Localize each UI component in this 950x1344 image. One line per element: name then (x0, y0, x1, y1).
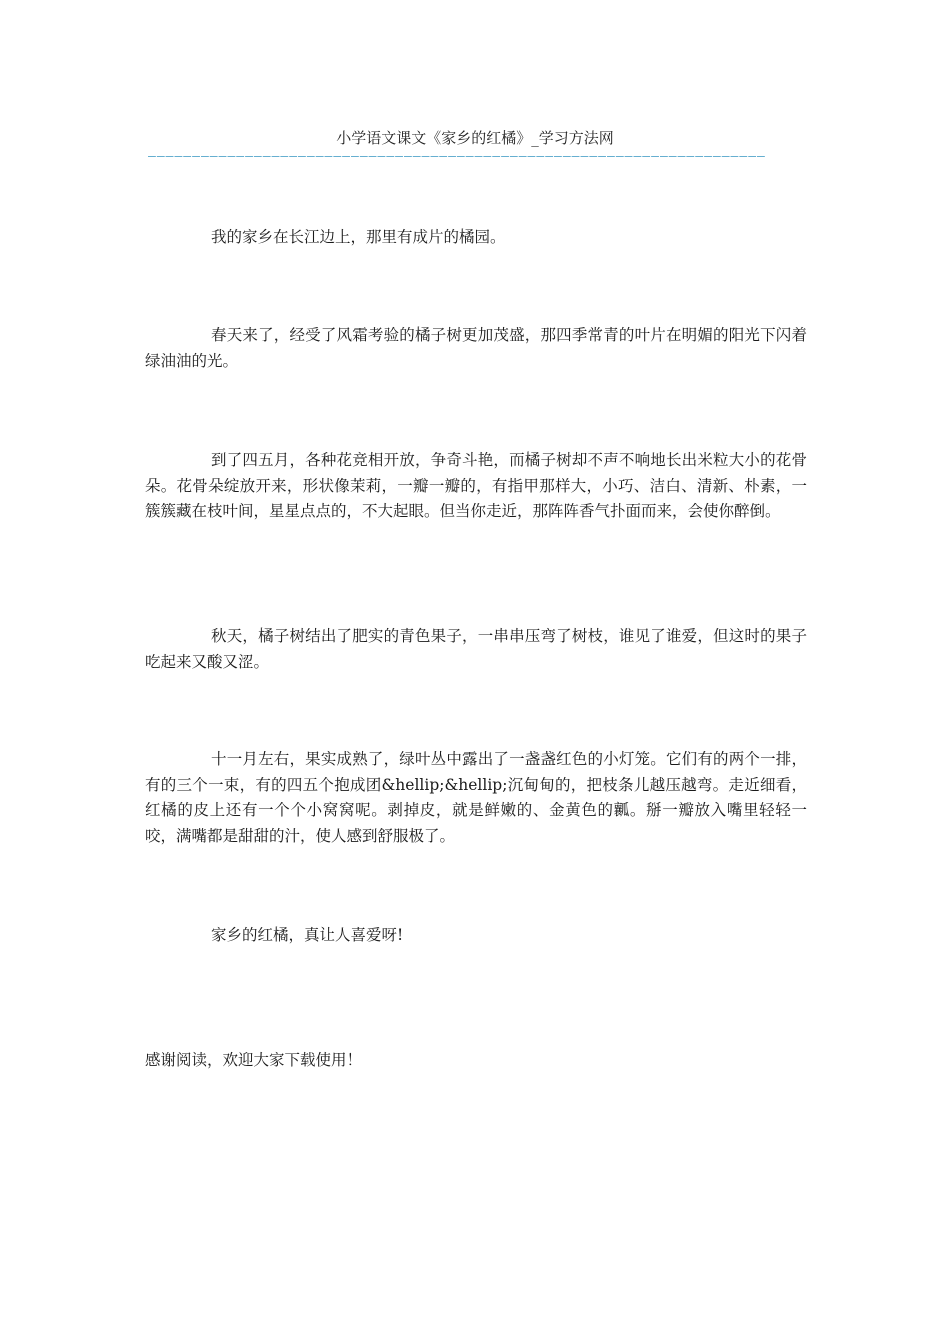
paragraph-2: 春天来了，经受了风霜考验的橘子树更加茂盛，那四季常青的叶片在明媚的阳光下闪着绿油油的光。 (145, 326, 807, 370)
title-divider: —————————————————————————————————————————————————————————————————————— (148, 150, 766, 164)
document-title: 小学语文课文《家乡的红橘》_学习方法网 (336, 129, 614, 147)
closing-note: 感谢阅读，欢迎大家下载使用！ (145, 1051, 363, 1069)
paragraph-5: 十一月左右，果实成熟了，绿叶丛中露出了一盏盏红色的小灯笼。它们有的两个一排，有的三个一束，有的四五个抱成团&hellip;&hellip;沉甸甸的，把枝条儿越压越弯。走近细看，红橘的皮上还有一个个小窝窝呢。剥掉皮，就是鲜嫩的、金黄色的瓤。掰一瓣放入嘴里轻轻一咬，满嘴都是甜甜的汁，使人感到舒服极了。 (145, 750, 807, 845)
paragraph-3: 到了四五月，各种花竞相开放，争奇斗艳，而橘子树却不声不响地长出米粒大小的花骨朵。花骨朵绽放开来，形状像茉莉，一瓣一瓣的，有指甲那样大，小巧、洁白、清新、朴素，一簇簇藏在枝叶间，星星点点的，不大起眼。但当你走近，那阵阵香气扑面而来，会使你醉倒。 (145, 451, 807, 520)
paragraph-6: 家乡的红橘，真让人喜爱呀! (211, 926, 404, 944)
paragraph-1: 我的家乡在长江边上，那里有成片的橘园。 (211, 228, 506, 246)
paragraph-4: 秋天，橘子树结出了肥实的青色果子，一串串压弯了树枝，谁见了谁爱，但这时的果子吃起来又酸又涩。 (145, 627, 807, 671)
